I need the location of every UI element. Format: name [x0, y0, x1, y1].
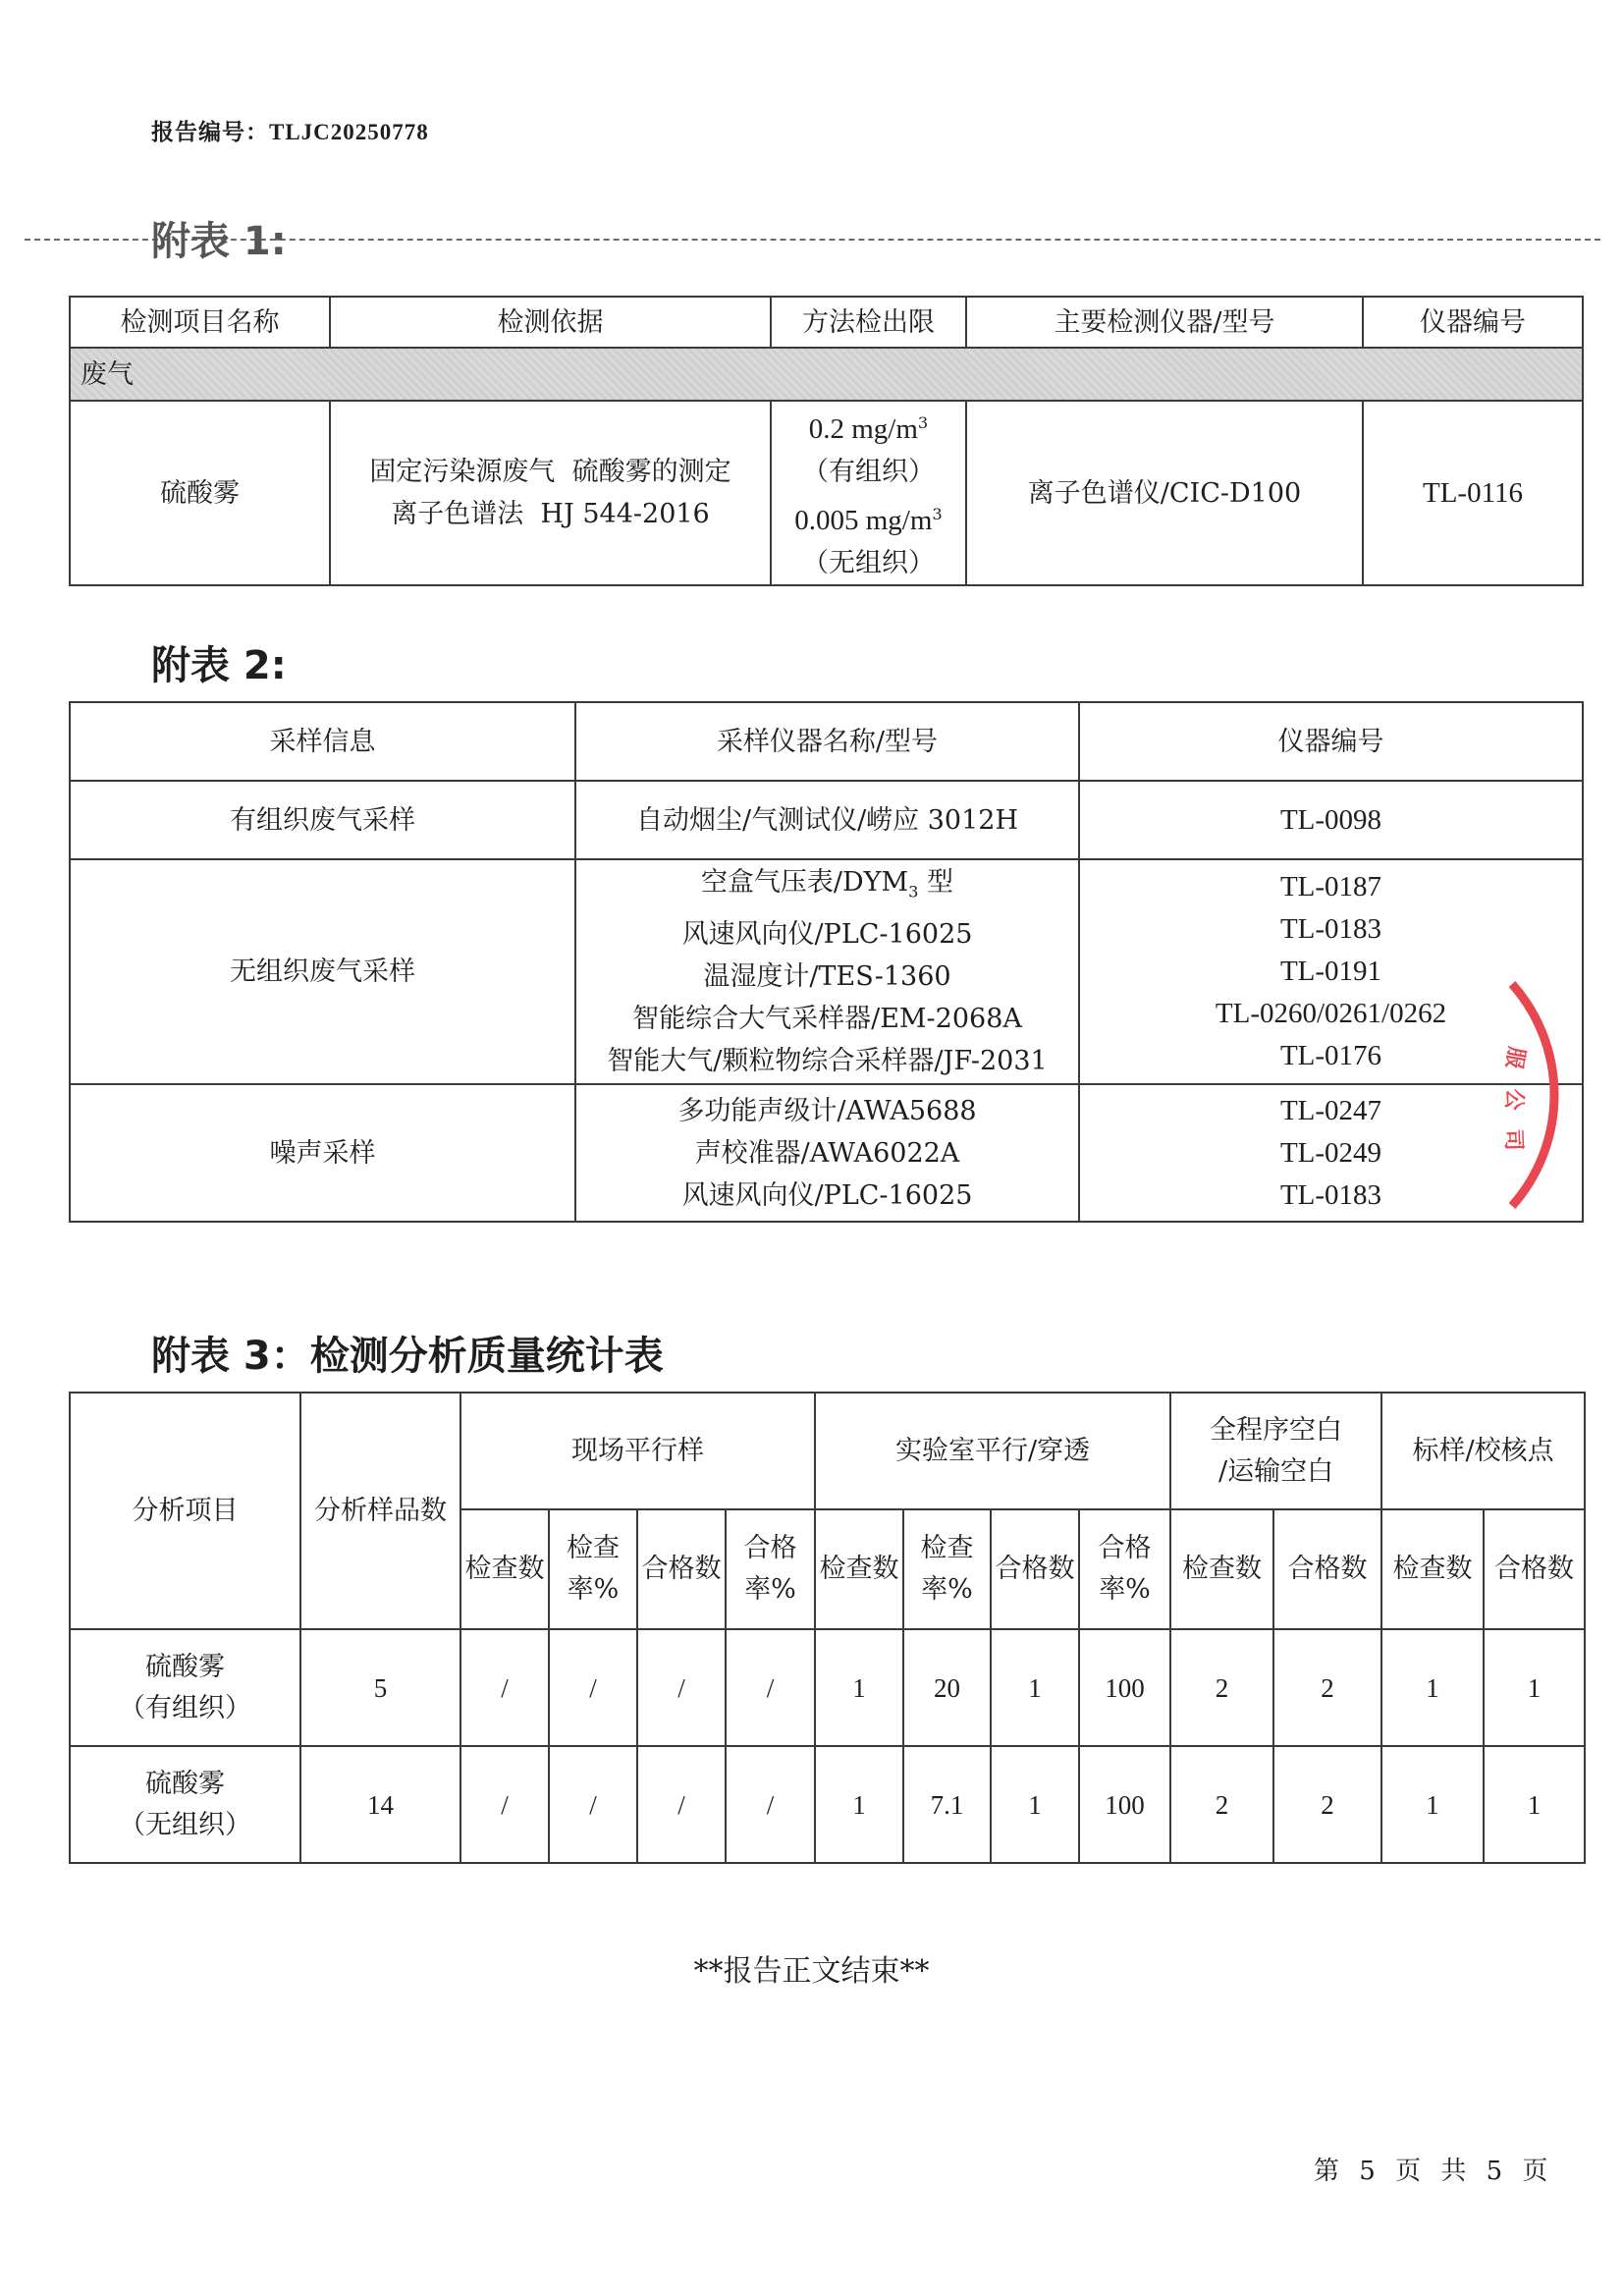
instrument-line: 多功能声级计/AWA5688	[677, 1095, 977, 1126]
header-cell-item: 分析项目	[70, 1393, 300, 1629]
table-header-row	[70, 297, 1583, 348]
group-header-line: /运输空白	[1217, 1455, 1334, 1487]
header-cell: 仪器编号	[1363, 297, 1583, 348]
limit-value-text: 0.2 mg/m	[808, 413, 918, 445]
table-row	[70, 859, 1583, 1084]
instrument-cell	[575, 1084, 1079, 1222]
subheader-pass-rate	[726, 1509, 815, 1629]
instrument-no-line: TL-0187	[1279, 871, 1382, 902]
limit-unit-sup: 3	[917, 413, 929, 432]
value-cell: 100	[1079, 1746, 1170, 1863]
subheader-line: 率%	[1099, 1574, 1151, 1605]
appendix-2-title: 附表 2:	[151, 643, 287, 688]
value-cell: /	[549, 1629, 637, 1746]
instrument-no-cell: TL-0116	[1363, 401, 1583, 585]
category-cell: 废气	[70, 348, 1583, 401]
instrument-line: 温湿度计/TES-1360	[703, 960, 951, 992]
table-header-row	[70, 702, 1583, 781]
subheader-check-count: 检查数	[460, 1509, 549, 1629]
limit-cell	[771, 401, 966, 585]
appendix-3-title: 附表 3：检测分析质量统计表	[151, 1334, 664, 1379]
sampling-info-cell: 无组织废气采样	[70, 859, 575, 1084]
seal-glyph: 公	[1500, 1087, 1527, 1112]
header-cell: 采样仪器名称/型号	[575, 702, 1079, 781]
value-cell: /	[637, 1629, 726, 1746]
basis-cell	[330, 401, 771, 585]
value-cell: 20	[903, 1629, 991, 1746]
value-cell: /	[549, 1746, 637, 1863]
instrument-line	[576, 861, 1078, 912]
table-header-row	[70, 1393, 1585, 1509]
subheader-pass-count: 合格数	[991, 1509, 1079, 1629]
value-cell: /	[460, 1746, 549, 1863]
header-cell: 方法检出限	[771, 297, 966, 348]
basis-line: 固定污染源废气 硫酸雾的测定	[369, 457, 731, 487]
instrument-no-line: TL-0249	[1279, 1136, 1382, 1169]
instrument-subscript: 3	[908, 882, 919, 902]
table-row	[70, 1746, 1585, 1863]
value-cell: /	[726, 1629, 815, 1746]
appendix-2-table	[69, 701, 1584, 1223]
value-cell: 1	[815, 1746, 903, 1863]
item-line: （有组织）	[119, 1692, 251, 1723]
appendix-1-table	[69, 296, 1584, 586]
subheader-line: 合格	[1098, 1533, 1152, 1563]
instrument-suffix: 型	[918, 867, 954, 899]
group-header-blank	[1170, 1393, 1381, 1509]
instrument-line: 风速风向仪/PLC-16025	[681, 918, 973, 950]
subheader-pass-count: 合格数	[1484, 1509, 1585, 1629]
subheader-check-count: 检查数	[815, 1509, 903, 1629]
subheader-pass-rate	[1079, 1509, 1170, 1629]
subheader-check-count: 检查数	[1381, 1509, 1484, 1629]
subheader-check-rate	[903, 1509, 991, 1629]
instrument-no-cell	[1079, 859, 1583, 1084]
header-cell-count: 分析样品数	[300, 1393, 460, 1629]
subheader-check-rate	[549, 1509, 637, 1629]
report-end-marker: **报告正文结束**	[693, 1954, 930, 1989]
basis-line: 离子色谱法 HJ 544-2016	[391, 499, 710, 529]
value-cell: /	[637, 1746, 726, 1863]
sampling-info-cell: 有组织废气采样	[70, 781, 575, 859]
report-number-value: TLJC20250778	[269, 120, 429, 144]
sampling-info-cell: 噪声采样	[70, 1084, 575, 1222]
seal-glyph: 服	[1500, 1044, 1529, 1070]
item-cell	[70, 1629, 300, 1746]
value-cell: 100	[1079, 1629, 1170, 1746]
value-cell: /	[726, 1746, 815, 1863]
group-header-lab-parallel: 实验室平行/穿透	[815, 1393, 1170, 1509]
instrument-no-line: TL-0260/0261/0262	[1215, 998, 1447, 1029]
appendix-3-table	[69, 1392, 1586, 1864]
subheader-line: 率%	[567, 1574, 620, 1605]
group-header-standard: 标样/校核点	[1381, 1393, 1585, 1509]
subheader-line: 率%	[921, 1574, 973, 1605]
value-cell: 1	[991, 1629, 1079, 1746]
value-cell: 1	[991, 1746, 1079, 1863]
value-cell: 1	[1381, 1746, 1484, 1863]
value-cell: 2	[1170, 1629, 1273, 1746]
table-row	[70, 1629, 1585, 1746]
instrument-line: 声校准器/AWA6022A	[694, 1137, 960, 1169]
instrument-cell: 离子色谱仪/CIC-D100	[966, 401, 1363, 585]
limit-value	[772, 493, 965, 542]
instrument-no-cell: TL-0098	[1079, 781, 1583, 859]
table-row	[70, 781, 1583, 859]
value-cell: 2	[1273, 1629, 1381, 1746]
table-row	[70, 1084, 1583, 1222]
subheader-line: 检查	[567, 1533, 620, 1563]
value-cell: 2	[1170, 1746, 1273, 1863]
item-cell: 硫酸雾	[70, 401, 330, 585]
page-number: 第 5 页 共 5 页	[1314, 2157, 1554, 2186]
instrument-no-line: TL-0183	[1279, 913, 1382, 945]
value-cell: 1	[1381, 1629, 1484, 1746]
header-cell: 采样信息	[70, 702, 575, 781]
subheader-line: 合格	[743, 1533, 797, 1563]
value-cell: 1	[1484, 1746, 1585, 1863]
instrument-cell	[575, 859, 1079, 1084]
seal-glyph: 司	[1500, 1128, 1526, 1152]
category-row	[70, 348, 1583, 401]
value-cell: 1	[815, 1629, 903, 1746]
header-cell: 检测依据	[330, 297, 771, 348]
subheader-line: 检查	[920, 1533, 974, 1563]
instrument-no-cell	[1079, 1084, 1583, 1222]
value-cell: 1	[1484, 1629, 1585, 1746]
value-cell: 5	[300, 1629, 460, 1746]
instrument-no-line: TL-0247	[1279, 1094, 1382, 1126]
header-cell: 主要检测仪器/型号	[966, 297, 1363, 348]
subheader-pass-count: 合格数	[637, 1509, 726, 1629]
subheader-check-count: 检查数	[1170, 1509, 1273, 1629]
header-cell: 仪器编号	[1079, 702, 1583, 781]
value-cell: 14	[300, 1746, 460, 1863]
appendix-1-title: 附表 1:	[151, 219, 287, 264]
instrument-cell: 自动烟尘/气测试仪/崂应 3012H	[575, 781, 1079, 859]
instrument-no-line: TL-0191	[1279, 956, 1382, 987]
group-header-line: 全程序空白	[1210, 1414, 1343, 1446]
table-row	[70, 401, 1583, 585]
item-line: 硫酸雾	[145, 1651, 225, 1682]
limit-value-text: 0.005 mg/m	[794, 505, 933, 536]
report-number-label: 报告编号：	[151, 119, 269, 145]
instrument-name: 空盒气压表/DYM	[700, 867, 909, 899]
item-line: （无组织）	[119, 1809, 251, 1840]
instrument-line: 风速风向仪/PLC-16025	[681, 1179, 973, 1211]
value-cell: 2	[1273, 1746, 1381, 1863]
limit-unit-sup: 3	[932, 505, 943, 523]
item-line: 硫酸雾	[145, 1768, 225, 1799]
value-cell: /	[460, 1629, 549, 1746]
group-header-field-parallel: 现场平行样	[460, 1393, 815, 1509]
header-cell: 检测项目名称	[70, 297, 330, 348]
instrument-no-line: TL-0183	[1279, 1178, 1382, 1211]
subheader-line: 率%	[744, 1574, 796, 1605]
item-cell	[70, 1746, 300, 1863]
instrument-line: 智能大气/颗粒物综合采样器/JF-2031	[607, 1045, 1048, 1076]
limit-note: （有组织）	[802, 457, 935, 487]
report-number	[151, 114, 429, 146]
limit-value	[772, 402, 965, 451]
instrument-no-line: TL-0176	[1279, 1040, 1382, 1071]
instrument-line: 智能综合大气采样器/EM-2068A	[632, 1003, 1022, 1034]
limit-note: （无组织）	[802, 548, 935, 578]
value-cell: 7.1	[903, 1746, 991, 1863]
subheader-pass-count: 合格数	[1273, 1509, 1381, 1629]
